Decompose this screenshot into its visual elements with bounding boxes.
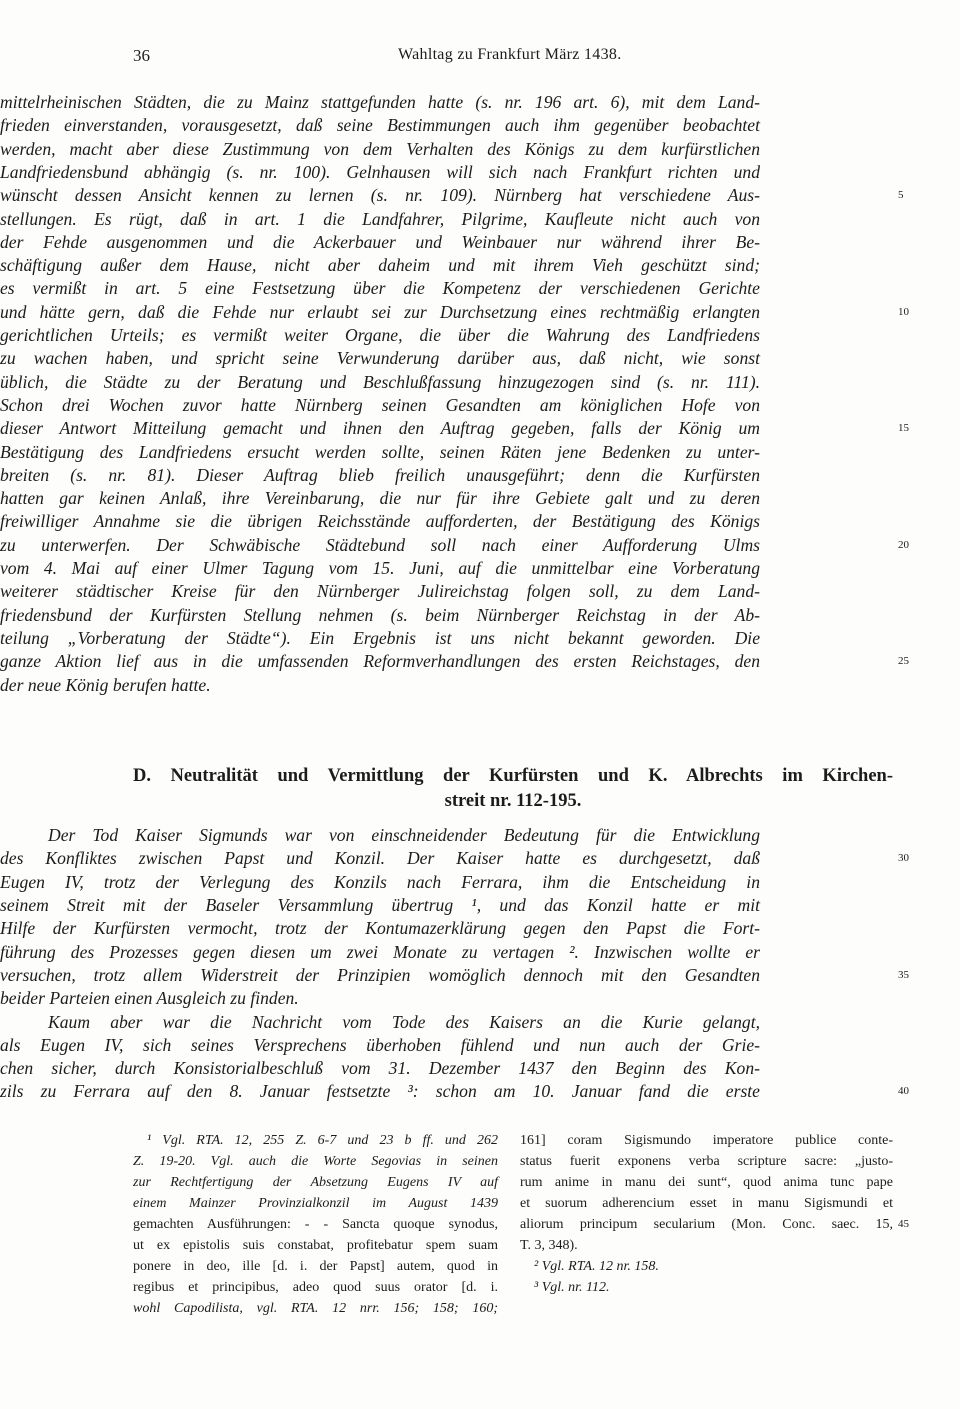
- footnote-line: regibus et principibus, adeo quod suus orator [d. i.: [133, 1280, 498, 1295]
- body-line: friedensbund der Kurfürsten Stellung nehmen (s. beim Nürnberger Reichstag in der Ab-: [0, 605, 760, 625]
- body-line: Schon drei Wochen zuvor hatte Nürnberg seinen Gesandten am königlichen Hofe von: [0, 395, 760, 415]
- body-line: freiwilliger Annahme sie die übrigen Reichsstände aufforderten, der Bestätigung des Königs: [0, 511, 760, 531]
- line-number: 30: [898, 852, 909, 864]
- page-number: 36: [133, 46, 150, 65]
- body-line: der neue König berufen hatte.: [0, 675, 211, 695]
- footnote-line: status fuerit exponens verba scripture sacre: „justo-: [520, 1154, 893, 1169]
- section-line: führung des Prozesses gegen diesen um zwei Monate zu vertagen ². Inzwischen wollte er: [0, 942, 760, 962]
- section-line: Kaum aber war die Nachricht vom Tode des Kaisers an die Kurie gelangt,: [48, 1012, 760, 1032]
- body-line: schäftigung außer dem Hause, nicht aber daheim und mit ihrem Vieh geschützt sind;: [0, 255, 760, 275]
- line-number: 25: [898, 655, 909, 667]
- body-line: gerichtlichen Urteils; es vermißt weiter Organe, die über die Wahrung des Landfriedens: [0, 325, 760, 345]
- footnote-line: gemachten Ausführungen: - - Sancta quoque synodus,: [133, 1217, 498, 1232]
- section-line: Der Tod Kaiser Sigmunds war von einschneidender Bedeutung für die Entwicklung: [48, 825, 760, 845]
- section-heading: D. Neutralität und Vermittlung der Kurfürsten und K. Albrechts im Kirchen-: [133, 766, 893, 786]
- footnote-line: ¹ Vgl. RTA. 12, 255 Z. 6-7 und 23 b ff. und 262: [147, 1133, 498, 1148]
- body-line: dieser Antwort Mitteilung gemacht und ihnen den Auftrag gegeben, falls der König um: [0, 418, 760, 438]
- footnote-line: aliorum principum secularium (Mon. Conc. saec. 15,: [520, 1217, 893, 1232]
- page-header: [133, 46, 893, 70]
- section-heading-continued: streit nr. 112-195.: [444, 791, 582, 811]
- running-title: Wahltag zu Frankfurt März 1438.: [398, 46, 622, 63]
- body-line: vom 4. Mai auf einer Ulmer Tagung vom 15. Juni, auf die unmittelbar eine Vorberatung: [0, 558, 760, 578]
- body-line: teilung „Vorberatung der Städte“). Ein Ergebnis ist uns nicht bekannt geworden. Die: [0, 628, 760, 648]
- body-line: weiterer städtischer Kreise für den Nürnberger Julireichstag folgen soll, zu dem Land-: [0, 581, 760, 601]
- section-line: chen sicher, durch Konsistorialbeschluß vom 31. Dezember 1437 den Beginn des Kon-: [0, 1058, 760, 1078]
- body-line: wünscht dessen Ansicht kennen zu lernen (s. nr. 109). Nürnberg hat verschiedene Aus-: [0, 185, 760, 205]
- body-line: und hätte gern, daß die Fehde nur erlaubt sei zur Durchsetzung eines rechtmäßig erlangten: [0, 302, 760, 322]
- body-line: zu wachen haben, und spricht seine Verwunderung darüber aus, daß nicht, wie sonst: [0, 348, 760, 368]
- body-line: frieden einverstanden, vorausgesetzt, daß seine Bestimmungen auch ihm gegenüber beobachtet: [0, 115, 760, 135]
- footnote-line: ut ex epistolis suis constabat, profitebatur spem suam: [133, 1238, 498, 1253]
- line-number: 20: [898, 539, 909, 551]
- footnote-line: et suorum adherencium esset in manu Sigismundi et: [520, 1196, 893, 1211]
- line-number: 40: [898, 1085, 909, 1097]
- body-line: Bestätigung des Landfriedens ersucht werden sollte, seinen Räten jene Bedenken zu unter-: [0, 442, 760, 462]
- section-line: als Eugen IV, sich seines Versprechens überhoben fühlend und nun auch der Grie-: [0, 1035, 760, 1055]
- footnote-line: einem Mainzer Provinzialkonzil im August 1439: [133, 1196, 498, 1211]
- line-number: 10: [898, 306, 909, 318]
- body-line: der Fehde ausgenommen und die Ackerbauer und Weinbauer nur während ihrer Be-: [0, 232, 760, 252]
- footnote-line: ponere in deo, ille [d. i. der Papst] autem, quod in: [133, 1259, 498, 1274]
- footnotes-left-column: [133, 1130, 498, 1319]
- line-number: 45: [898, 1218, 909, 1230]
- section-line: zils zu Ferrara auf den 8. Januar festsetzte ³: schon am 10. Januar fand die erste: [0, 1081, 760, 1101]
- body-line: stellungen. Es rügt, daß in art. 1 die Landfahrer, Pilgrime, Kaufleute nicht auch von: [0, 209, 760, 229]
- line-number: 15: [898, 422, 909, 434]
- body-line: zu unterwerfen. Der Schwäbische Städtebund soll nach einer Aufforderung Ulms: [0, 535, 760, 555]
- body-line: üblich, die Städte zu der Beratung und Beschlußfassung hinzugezogen sind (s. nr. 111).: [0, 372, 760, 392]
- body-line: ganze Aktion lief aus in die umfassenden Reformverhandlungen des ersten Reichstages, den: [0, 651, 760, 671]
- section-line: seinem Streit mit der Baseler Versammlung übertrug ¹, und das Konzil hatte er mit: [0, 895, 760, 915]
- section-line: Eugen IV, trotz der Verlegung des Konzils nach Ferrara, ihm die Entscheidung in: [0, 872, 760, 892]
- body-line: Landfriedensbund abhängig (s. nr. 100). Gelnhausen will sich nach Frankfurt richten und: [0, 162, 760, 182]
- section-line: des Konfliktes zwischen Papst und Konzil. Der Kaiser hatte es durchgesetzt, daß: [0, 848, 760, 868]
- footnote-line: 161] coram Sigismundo imperatore publice conte-: [520, 1133, 893, 1148]
- body-line: breiten (s. nr. 81). Dieser Auftrag blieb freilich unausgeführt; denn die Kurfürsten: [0, 465, 760, 485]
- section-line: beider Parteien einen Ausgleich zu finden.: [0, 988, 299, 1008]
- body-line: werden, macht aber diese Zustimmung von dem Verhalten des Königs zu dem kurfürstlichen: [0, 139, 760, 159]
- body-line: mittelrheinischen Städten, die zu Mainz stattgefunden hatte (s. nr. 196 art. 6), mit dem Land-: [0, 92, 760, 112]
- section-line: Hilfe der Kurfürsten vermocht, trotz der Kontumazerklärung gegen den Papst die Fort-: [0, 918, 760, 938]
- body-line: hatten gar keinen Anlaß, ihre Vereinbarung, die nur für ihre Gebiete galt und zu deren: [0, 488, 760, 508]
- section-line: versuchen, trotz allem Widerstreit der Prinzipien womöglich dennoch mit den Gesandten: [0, 965, 760, 985]
- footnote-line: wohl Capodilista, vgl. RTA. 12 nrr. 156; 158; 160;: [133, 1301, 498, 1316]
- footnote-line: ³ Vgl. nr. 112.: [534, 1280, 610, 1295]
- footnotes-right-column: [520, 1130, 893, 1298]
- body-line: es vermißt in art. 5 eine Festsetzung über die Kompetenz der verschiedenen Gerichte: [0, 278, 760, 298]
- footnote-line: zur Rechtfertigung der Absetzung Eugens IV auf: [133, 1175, 498, 1190]
- footnote-line: rum anime in manu dei sunt“, quod anima tunc pape: [520, 1175, 893, 1190]
- line-number: 35: [898, 969, 909, 981]
- footnote-line: ² Vgl. RTA. 12 nr. 158.: [534, 1259, 659, 1274]
- line-number: 5: [898, 189, 904, 201]
- footnote-line: Z. 19-20. Vgl. auch die Worte Segovias in seinen: [133, 1154, 498, 1169]
- footnote-line: T. 3, 348).: [520, 1238, 578, 1253]
